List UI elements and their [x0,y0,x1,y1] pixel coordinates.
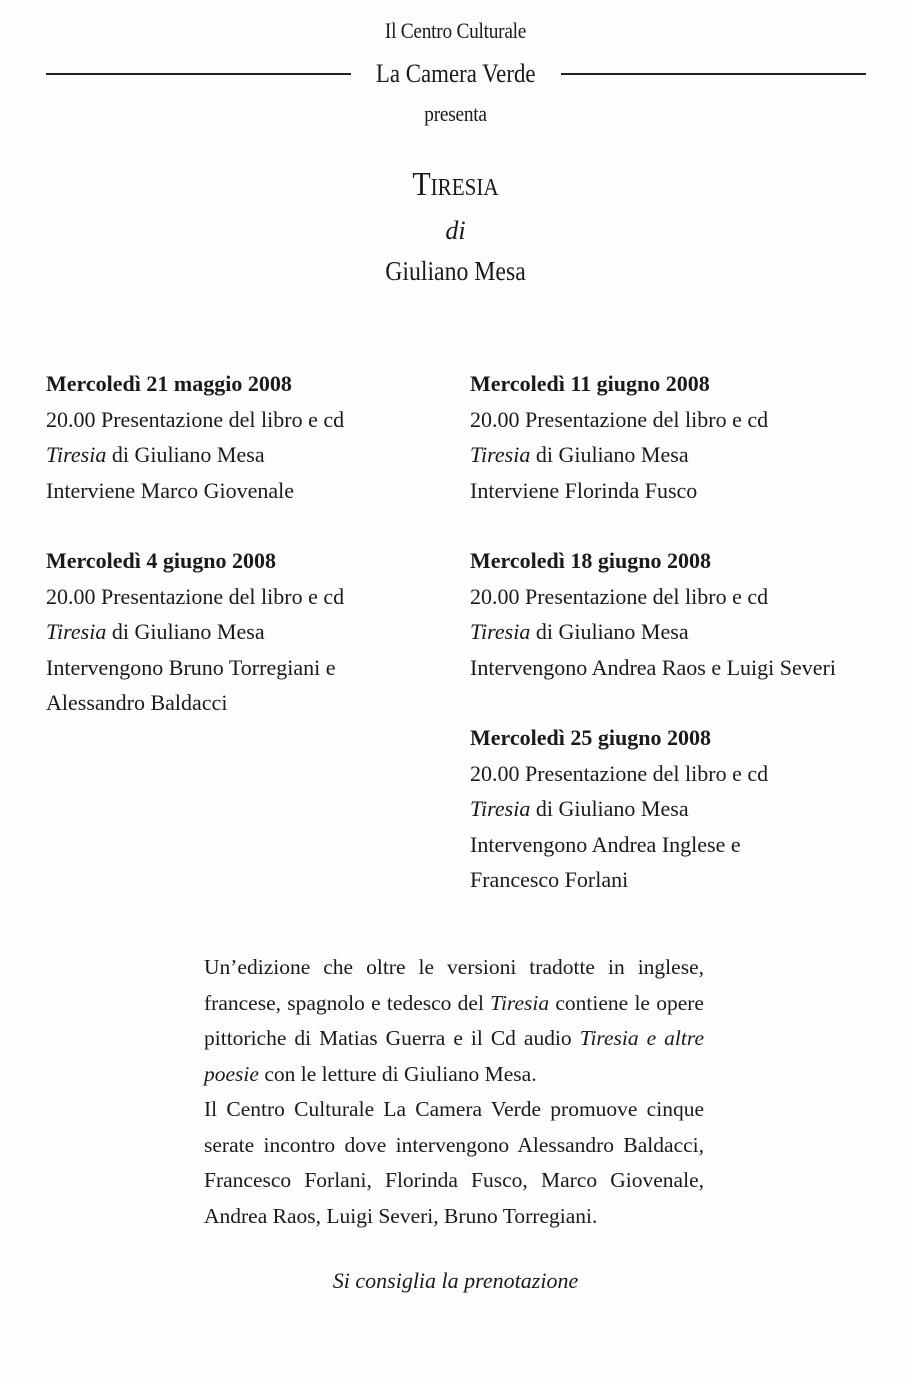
event-speakers-cont: Francesco Forlani [470,867,629,892]
event-entry [46,543,344,721]
event-speakers: Intervengono Andrea Inglese e [470,831,741,857]
desc-text: con le letture di Giuliano Mesa. [258,1061,537,1086]
author-name: Giuliano Mesa [385,256,526,286]
book-title-italic: Tiresia [470,796,531,821]
book-author: di Giuliano Mesa [106,619,265,644]
event-time: 20.00 Presentazione del libro e cd [46,406,345,432]
book-author: di Giuliano Mesa [530,619,689,644]
book-title-italic: Tiresia [470,442,531,467]
event-date: Mercoledì 25 giugno 2008 [470,725,711,750]
book-title-italic: Tiresia [470,619,531,644]
presents-label: presenta [424,101,487,126]
event-date: Mercoledì 4 giugno 2008 [46,548,276,573]
event-time: 20.00 Presentazione del libro e cd [46,583,345,609]
event-date: Mercoledì 21 maggio 2008 [46,371,292,396]
description-block [204,950,704,1234]
org-name-row [46,54,866,94]
by-label: di [445,216,466,245]
book-author: di Giuliano Mesa [530,796,689,821]
event-book [470,791,768,827]
event-book [46,614,344,650]
desc-text: contiene le opere pittoriche di Matias Guerra e il Cd audio [204,990,704,1050]
description-paragraph-2: Il Centro Culturale La Camera Verde promuove cinque serate incontro dove intervengono Alessandro Baldacci, Francesco Forlani, Florinda Fusco, Marco Giovenale, Andrea Raos, Luigi Severi, Bruno Torregiani. [204,1097,704,1228]
desc-italic-title: Tiresia [490,990,550,1015]
event-book [470,437,768,473]
desc-italic-cd-title: Tiresia e altre poesie [204,1026,704,1086]
book-title-italic: Tiresia [46,442,107,467]
event-time: 20.00 Presentazione del libro e cd [470,406,769,432]
left-rule [46,73,351,75]
event-speakers: Interviene Florinda Fusco [470,477,698,503]
event-book [470,614,836,650]
event-entry [46,366,344,508]
event-speakers: Interviene Marco Giovenale [46,477,294,503]
book-title: Tiresia [412,166,499,203]
book-title-italic: Tiresia [46,619,107,644]
event-entry [470,720,768,898]
event-time: 20.00 Presentazione del libro e cd [470,583,769,609]
event-date: Mercoledì 18 giugno 2008 [470,548,711,573]
desc-text: Un’edizione che oltre le versioni tradotte in inglese, francese, spagnolo e tedesco del [204,955,704,1015]
book-author: di Giuliano Mesa [530,442,689,467]
event-time: 20.00 Presentazione del libro e cd [470,760,769,786]
event-date: Mercoledì 11 giugno 2008 [470,371,710,396]
reservation-note: Si consiglia la prenotazione [332,1268,579,1293]
right-rule [561,73,866,75]
event-entry [470,543,836,685]
event-speakers: Intervengono Andrea Raos e Luigi Severi [470,654,836,680]
event-speakers: Intervengono Bruno Torregiani e [46,654,336,680]
org-line1: Il Centro Culturale [384,18,527,43]
book-author: di Giuliano Mesa [106,442,265,467]
event-speakers-cont: Alessandro Baldacci [46,690,228,715]
event-book [46,437,344,473]
org-name: La Camera Verde [376,59,536,88]
description-paragraph-1 [204,950,704,1092]
event-entry [470,366,768,508]
